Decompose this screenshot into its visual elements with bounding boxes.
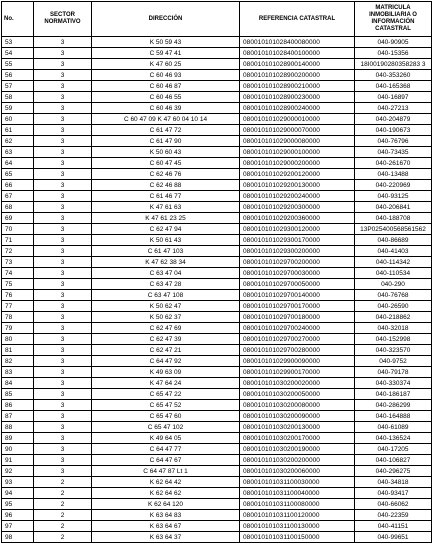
cadastral-ref-cell: 080010101029000070000 <box>240 125 355 136</box>
address-cell: C 65 47 52 <box>92 400 240 411</box>
sector-cell: 3 <box>34 103 92 114</box>
sector-cell: 3 <box>34 323 92 334</box>
registration-cell: 040-186187 <box>355 389 432 400</box>
row-number-cell: 75 <box>2 279 34 290</box>
row-number-cell: 65 <box>2 169 34 180</box>
table-row <box>2 103 432 114</box>
address-cell: C 63 47 28 <box>92 279 240 290</box>
cadastral-ref-cell: 080010101029200120000 <box>240 169 355 180</box>
cadastral-ref-cell: 080010101029200300000 <box>240 202 355 213</box>
sector-cell: 2 <box>34 499 92 510</box>
registration-cell: 040-296275 <box>355 466 432 477</box>
address-cell: C 62 46 76 <box>92 169 240 180</box>
row-number-cell: 76 <box>2 290 34 301</box>
sector-cell: 3 <box>34 356 92 367</box>
table-row <box>2 521 432 532</box>
row-number-cell: 88 <box>2 422 34 433</box>
cadastral-ref-cell: 080010101028400100000 <box>240 48 355 59</box>
registration-cell: 040-114342 <box>355 257 432 268</box>
table-row <box>2 268 432 279</box>
cadastral-ref-cell: 080010101029700050000 <box>240 279 355 290</box>
cadastral-ref-cell: 080010101028900210000 <box>240 81 355 92</box>
sector-cell: 3 <box>34 125 92 136</box>
sector-cell: 3 <box>34 48 92 59</box>
address-cell: C 61 47 90 <box>92 136 240 147</box>
row-number-cell: 85 <box>2 389 34 400</box>
row-number-cell: 98 <box>2 532 34 543</box>
cadastral-ref-cell: 080010101030200020000 <box>240 378 355 389</box>
sector-cell: 3 <box>34 158 92 169</box>
registration-cell: 040-13488 <box>355 169 432 180</box>
registration-cell: 040-330374 <box>355 378 432 389</box>
sector-cell: 3 <box>34 37 92 48</box>
cadastral-ref-cell: 080010101030200060000 <box>240 466 355 477</box>
address-cell: K 62 64 42 <box>92 477 240 488</box>
table-row <box>2 378 432 389</box>
address-cell: C 62 47 21 <box>92 345 240 356</box>
sector-cell: 3 <box>34 191 92 202</box>
address-cell: C 61 47 103 <box>92 246 240 257</box>
row-number-cell: 89 <box>2 433 34 444</box>
header-row <box>2 2 432 37</box>
row-number-cell: 54 <box>2 48 34 59</box>
cadastral-ref-cell: 080010101029300170000 <box>240 235 355 246</box>
sector-cell: 3 <box>34 411 92 422</box>
row-number-cell: 83 <box>2 367 34 378</box>
row-number-cell: 96 <box>2 510 34 521</box>
registration-cell: 040-73435 <box>355 147 432 158</box>
cadastral-ref-cell: 080010101029700030000 <box>240 268 355 279</box>
cadastral-ref-cell: 080010101030200170000 <box>240 433 355 444</box>
column-header-matricula: MATRICULA INMOBILIARIA O INFORMACIÓN CATASTRAL <box>355 2 432 37</box>
registration-cell: 040-17205 <box>355 444 432 455</box>
registration-cell: 040-41151 <box>355 521 432 532</box>
row-number-cell: 81 <box>2 345 34 356</box>
row-number-cell: 77 <box>2 301 34 312</box>
table-row <box>2 169 432 180</box>
registration-cell: 040-286299 <box>355 400 432 411</box>
registration-cell: 040-164888 <box>355 411 432 422</box>
address-cell: C 60 46 39 <box>92 103 240 114</box>
cadastral-ref-cell: 080010101029700270000 <box>240 334 355 345</box>
address-cell: K 62 64 120 <box>92 499 240 510</box>
table-row <box>2 70 432 81</box>
address-cell: C 64 47 77 <box>92 444 240 455</box>
row-number-cell: 71 <box>2 235 34 246</box>
cadastral-ref-cell: 080010101030200050000 <box>240 389 355 400</box>
table-row <box>2 213 432 224</box>
row-number-cell: 68 <box>2 202 34 213</box>
sector-cell: 2 <box>34 510 92 521</box>
registration-cell: 040-261670 <box>355 158 432 169</box>
cadastral-ref-cell: 080010101028900200000 <box>240 70 355 81</box>
sector-cell: 3 <box>34 400 92 411</box>
row-number-cell: 74 <box>2 268 34 279</box>
address-cell: K 47 61 63 <box>92 202 240 213</box>
row-number-cell: 92 <box>2 466 34 477</box>
address-cell: C 60 46 93 <box>92 70 240 81</box>
row-number-cell: 87 <box>2 411 34 422</box>
cadastral-ref-cell: 080010101029000080000 <box>240 136 355 147</box>
table-row <box>2 290 432 301</box>
column-header-referencia: REFERENCIA CATASTRAL <box>240 2 355 37</box>
table-row <box>2 466 432 477</box>
address-cell: C 65 47 22 <box>92 389 240 400</box>
address-cell: K 50 62 47 <box>92 301 240 312</box>
sector-cell: 2 <box>34 488 92 499</box>
table-row <box>2 455 432 466</box>
address-cell: K 47 64 24 <box>92 378 240 389</box>
cadastral-ref-cell: 080010101029900090000 <box>240 356 355 367</box>
address-cell: K 63 64 83 <box>92 510 240 521</box>
row-number-cell: 62 <box>2 136 34 147</box>
row-number-cell: 93 <box>2 477 34 488</box>
sector-cell: 3 <box>34 455 92 466</box>
sector-cell: 3 <box>34 235 92 246</box>
row-number-cell: 56 <box>2 70 34 81</box>
cadastral-ref-cell: 080010101030200130000 <box>240 422 355 433</box>
address-cell: C 60 46 87 <box>92 81 240 92</box>
sector-cell: 3 <box>34 147 92 158</box>
table-row <box>2 147 432 158</box>
table-row <box>2 345 432 356</box>
cadastral-ref-cell: 080010101029700200000 <box>240 257 355 268</box>
registration-cell: 040-99651 <box>355 532 432 543</box>
sector-cell: 3 <box>34 59 92 70</box>
row-number-cell: 95 <box>2 499 34 510</box>
registration-cell: 040-26590 <box>355 301 432 312</box>
table-row <box>2 477 432 488</box>
row-number-cell: 70 <box>2 224 34 235</box>
address-cell: C 62 47 69 <box>92 323 240 334</box>
table-row <box>2 400 432 411</box>
sector-cell: 3 <box>34 334 92 345</box>
sector-cell: 3 <box>34 213 92 224</box>
cadastral-ref-cell: 080010101030200200000 <box>240 455 355 466</box>
row-number-cell: 66 <box>2 180 34 191</box>
registration-cell: 040-190673 <box>355 125 432 136</box>
sector-cell: 3 <box>34 301 92 312</box>
address-cell: K 63 64 67 <box>92 521 240 532</box>
sector-cell: 3 <box>34 92 92 103</box>
registration-cell: 040-27213 <box>355 103 432 114</box>
table-row <box>2 81 432 92</box>
row-number-cell: 60 <box>2 114 34 125</box>
cadastral-ref-cell: 080010101028900230000 <box>240 92 355 103</box>
cadastral-ref-cell: 080010101029200240000 <box>240 191 355 202</box>
address-cell: C 61 46 77 <box>92 191 240 202</box>
address-cell: C 63 47 108 <box>92 290 240 301</box>
row-number-cell: 80 <box>2 334 34 345</box>
address-cell: K 62 64 62 <box>92 488 240 499</box>
sector-cell: 3 <box>34 268 92 279</box>
table-row <box>2 323 432 334</box>
cadastral-ref-cell: 080010101031100080000 <box>240 499 355 510</box>
row-number-cell: 53 <box>2 37 34 48</box>
address-cell: C 64 47 92 <box>92 356 240 367</box>
table-row <box>2 114 432 125</box>
row-number-cell: 90 <box>2 444 34 455</box>
sector-cell: 3 <box>34 444 92 455</box>
sector-cell: 2 <box>34 521 92 532</box>
table-row <box>2 334 432 345</box>
table-row <box>2 191 432 202</box>
table-row <box>2 301 432 312</box>
registration-cell: 040-93125 <box>355 191 432 202</box>
registration-cell: 040-323570 <box>355 345 432 356</box>
sector-cell: 3 <box>34 389 92 400</box>
cadastral-ref-cell: 080010101029300120000 <box>240 224 355 235</box>
row-number-cell: 84 <box>2 378 34 389</box>
cadastral-ref-cell: 080010101029000100000 <box>240 147 355 158</box>
registration-cell: 040-16897 <box>355 92 432 103</box>
row-number-cell: 67 <box>2 191 34 202</box>
sector-cell: 3 <box>34 70 92 81</box>
address-cell: C 60 47 45 <box>92 158 240 169</box>
row-number-cell: 73 <box>2 257 34 268</box>
cadastral-ref-cell: 080010101028900240000 <box>240 103 355 114</box>
sector-cell: 3 <box>34 345 92 356</box>
cadastral-ref-cell: 080010101029700240000 <box>240 323 355 334</box>
sector-cell: 3 <box>34 367 92 378</box>
table-row <box>2 367 432 378</box>
address-cell: K 47 61 23 25 <box>92 213 240 224</box>
row-number-cell: 78 <box>2 312 34 323</box>
table-row <box>2 444 432 455</box>
cadastral-ref-cell: 080010101031100150000 <box>240 532 355 543</box>
cadastral-ref-cell: 080010101029900170000 <box>240 367 355 378</box>
table-row <box>2 488 432 499</box>
column-header-no: No. <box>2 2 34 37</box>
address-cell: C 62 46 88 <box>92 180 240 191</box>
registration-cell: 040-79178 <box>355 367 432 378</box>
sector-cell: 2 <box>34 477 92 488</box>
address-cell: K 50 61 43 <box>92 235 240 246</box>
cadastral-ref-cell: 080010101029200130000 <box>240 180 355 191</box>
sector-cell: 3 <box>34 290 92 301</box>
registration-cell: 040-204879 <box>355 114 432 125</box>
sector-cell: 2 <box>34 532 92 543</box>
row-number-cell: 79 <box>2 323 34 334</box>
cadastral-ref-cell: 080010101029700280000 <box>240 345 355 356</box>
row-number-cell: 97 <box>2 521 34 532</box>
address-cell: C 64 47 67 <box>92 455 240 466</box>
row-number-cell: 82 <box>2 356 34 367</box>
table-row <box>2 422 432 433</box>
table-row <box>2 433 432 444</box>
cadastral-ref-cell: 080010101029000200000 <box>240 158 355 169</box>
registration-cell: 040-165368 <box>355 81 432 92</box>
registration-cell: 040-136524 <box>355 433 432 444</box>
address-cell: C 61 47 72 <box>92 125 240 136</box>
row-number-cell: 86 <box>2 400 34 411</box>
cadastral-ref-cell: 080010101028400080000 <box>240 37 355 48</box>
registration-cell: 040-290 <box>355 279 432 290</box>
address-cell: C 62 47 94 <box>92 224 240 235</box>
registration-cell: 040-110534 <box>355 268 432 279</box>
sector-cell: 3 <box>34 114 92 125</box>
sector-cell: 3 <box>34 466 92 477</box>
cadastral-ref-cell: 080010101029700180000 <box>240 312 355 323</box>
table-row <box>2 48 432 59</box>
cadastral-ref-cell: 080010101031100130000 <box>240 521 355 532</box>
registration-cell: 040-188708 <box>355 213 432 224</box>
registration-cell: 040-61089 <box>355 422 432 433</box>
column-header-sector: SECTOR NORMATIVO <box>34 2 92 37</box>
registration-cell: 040-66062 <box>355 499 432 510</box>
registration-cell: 040-41403 <box>355 246 432 257</box>
cadastral-ref-cell: 080010101030200080000 <box>240 400 355 411</box>
row-number-cell: 58 <box>2 92 34 103</box>
table-row <box>2 389 432 400</box>
address-cell: C 64 47 87 Lt 1 <box>92 466 240 477</box>
registration-cell: 040-90905 <box>355 37 432 48</box>
cadastral-ref-cell: 080010101029300200000 <box>240 246 355 257</box>
address-cell: C 65 47 60 <box>92 411 240 422</box>
registration-cell: 040-34818 <box>355 477 432 488</box>
row-number-cell: 57 <box>2 81 34 92</box>
column-header-direccion: DIRECCIÓN <box>92 2 240 37</box>
table-row <box>2 411 432 422</box>
cadastral-ref-cell: 080010101029200360000 <box>240 213 355 224</box>
address-cell: K 50 59 43 <box>92 37 240 48</box>
sector-cell: 3 <box>34 136 92 147</box>
sector-cell: 3 <box>34 81 92 92</box>
table-row <box>2 37 432 48</box>
registration-cell: 18I00190280358283 3 <box>355 59 432 70</box>
row-number-cell: 61 <box>2 125 34 136</box>
table-row <box>2 92 432 103</box>
cadastral-ref-cell: 080010101031100040000 <box>240 488 355 499</box>
row-number-cell: 64 <box>2 158 34 169</box>
registration-cell: 040-76768 <box>355 290 432 301</box>
sector-cell: 3 <box>34 224 92 235</box>
registration-cell: 040-218862 <box>355 312 432 323</box>
row-number-cell: 91 <box>2 455 34 466</box>
registration-cell: 040-86689 <box>355 235 432 246</box>
address-cell: C 65 47 102 <box>92 422 240 433</box>
registration-cell: 040-22359 <box>355 510 432 521</box>
address-cell: K 49 64 05 <box>92 433 240 444</box>
address-cell: C 63 47 04 <box>92 268 240 279</box>
table-row <box>2 257 432 268</box>
document-sheet <box>1 1 431 543</box>
table-row <box>2 356 432 367</box>
address-cell: K 63 64 37 <box>92 532 240 543</box>
row-number-cell: 72 <box>2 246 34 257</box>
cadastral-ref-cell: 080010101030200190000 <box>240 444 355 455</box>
sector-cell: 3 <box>34 169 92 180</box>
registration-cell: 040-9752 <box>355 356 432 367</box>
table-row <box>2 125 432 136</box>
registration-cell: 040-15356 <box>355 48 432 59</box>
table-row <box>2 235 432 246</box>
sector-cell: 3 <box>34 257 92 268</box>
row-number-cell: 55 <box>2 59 34 70</box>
address-cell: C 59 47 41 <box>92 48 240 59</box>
table-row <box>2 312 432 323</box>
cadastral-ref-cell: 080010101029000010000 <box>240 114 355 125</box>
table-row <box>2 510 432 521</box>
table-header <box>2 2 432 37</box>
cadastral-ref-cell: 080010101029700140000 <box>240 290 355 301</box>
address-cell: K 50 60 43 <box>92 147 240 158</box>
table-row <box>2 59 432 70</box>
cadastral-ref-cell: 080010101031100030000 <box>240 477 355 488</box>
sector-cell: 3 <box>34 433 92 444</box>
cadastral-ref-cell: 080010101028900140000 <box>240 59 355 70</box>
table-row <box>2 279 432 290</box>
address-cell: C 62 47 39 <box>92 334 240 345</box>
address-cell: C 60 46 55 <box>92 92 240 103</box>
address-cell: K 47 62 38 34 <box>92 257 240 268</box>
registration-cell: 040-152998 <box>355 334 432 345</box>
table-row <box>2 499 432 510</box>
sector-cell: 3 <box>34 202 92 213</box>
registration-cell: 040-220969 <box>355 180 432 191</box>
sector-cell: 3 <box>34 246 92 257</box>
property-table <box>1 1 432 543</box>
registration-cell: 13P025400568561562 <box>355 224 432 235</box>
table-row <box>2 202 432 213</box>
sector-cell: 3 <box>34 279 92 290</box>
cadastral-ref-cell: 080010101031100120000 <box>240 510 355 521</box>
table-row <box>2 224 432 235</box>
registration-cell: 040-32018 <box>355 323 432 334</box>
registration-cell: 040-106827 <box>355 455 432 466</box>
row-number-cell: 94 <box>2 488 34 499</box>
sector-cell: 3 <box>34 180 92 191</box>
sector-cell: 3 <box>34 312 92 323</box>
table-row <box>2 136 432 147</box>
row-number-cell: 59 <box>2 103 34 114</box>
sector-cell: 3 <box>34 422 92 433</box>
table-row <box>2 158 432 169</box>
table-row <box>2 246 432 257</box>
sector-cell: 3 <box>34 378 92 389</box>
row-number-cell: 63 <box>2 147 34 158</box>
row-number-cell: 69 <box>2 213 34 224</box>
cadastral-ref-cell: 080010101030200090000 <box>240 411 355 422</box>
address-cell: C 60 47 09 K 47 60 04 10 14 <box>92 114 240 125</box>
registration-cell: 040-353260 <box>355 70 432 81</box>
table-body <box>2 37 432 543</box>
table-row <box>2 180 432 191</box>
registration-cell: 040-206841 <box>355 202 432 213</box>
registration-cell: 040-93417 <box>355 488 432 499</box>
address-cell: K 50 62 37 <box>92 312 240 323</box>
address-cell: K 49 63 09 <box>92 367 240 378</box>
table-row <box>2 532 432 543</box>
address-cell: K 47 60 25 <box>92 59 240 70</box>
cadastral-ref-cell: 080010101029700170000 <box>240 301 355 312</box>
registration-cell: 040-76796 <box>355 136 432 147</box>
